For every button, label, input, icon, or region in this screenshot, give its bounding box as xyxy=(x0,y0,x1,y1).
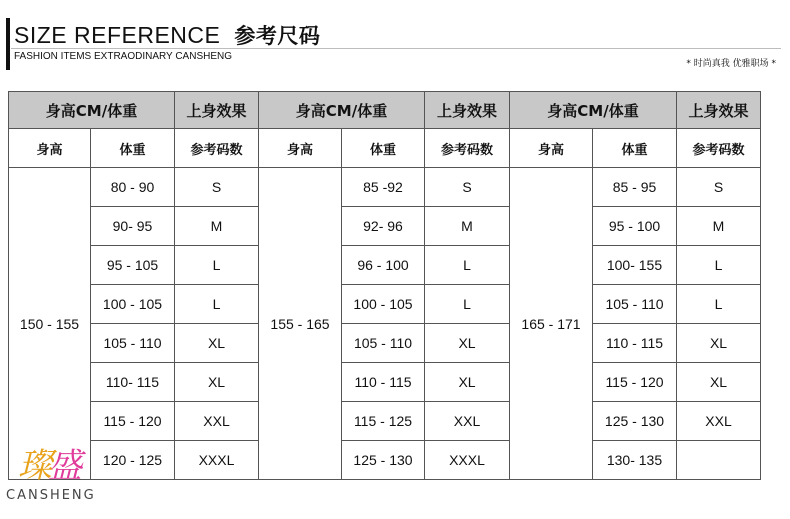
col-size-1: 参考码数 xyxy=(175,129,259,168)
col-height-2: 身高 xyxy=(259,129,342,168)
size-cell: L xyxy=(677,246,761,285)
weight-cell: 115 - 125 xyxy=(342,402,425,441)
header-height-weight-1: 身高CM/体重 xyxy=(9,92,175,129)
weight-cell: 115 - 120 xyxy=(91,402,175,441)
size-cell: S xyxy=(175,168,259,207)
weight-cell: 125 - 130 xyxy=(342,441,425,480)
table-row xyxy=(9,285,761,324)
col-weight-3: 体重 xyxy=(593,129,677,168)
size-cell: M xyxy=(677,207,761,246)
weight-cell: 110- 115 xyxy=(91,363,175,402)
weight-cell: 85 -92 xyxy=(342,168,425,207)
logo-cn xyxy=(18,438,78,487)
logo-en: CANSHENG xyxy=(6,488,96,503)
weight-cell: 95 - 105 xyxy=(91,246,175,285)
col-size-3: 参考码数 xyxy=(677,129,761,168)
weight-cell: 92- 96 xyxy=(342,207,425,246)
table-row xyxy=(9,324,761,363)
weight-cell: 105 - 110 xyxy=(91,324,175,363)
weight-cell: 100 - 105 xyxy=(91,285,175,324)
col-height-3: 身高 xyxy=(510,129,593,168)
weight-cell: 100 - 105 xyxy=(342,285,425,324)
height-range-cell: 155 - 165 xyxy=(259,168,342,480)
title-accent-bar xyxy=(6,18,10,70)
height-range-cell: 165 - 171 xyxy=(510,168,593,480)
size-cell: S xyxy=(425,168,510,207)
weight-cell: 85 - 95 xyxy=(593,168,677,207)
size-cell: XXL xyxy=(677,402,761,441)
table-row xyxy=(9,207,761,246)
header-effect-1: 上身效果 xyxy=(175,92,259,129)
weight-cell: 115 - 120 xyxy=(593,363,677,402)
table-group-header-row xyxy=(9,92,761,129)
page-title xyxy=(14,20,320,50)
size-cell: XXXL xyxy=(425,441,510,480)
size-table xyxy=(8,91,761,480)
col-size-2: 参考码数 xyxy=(425,129,510,168)
brand-logo xyxy=(4,436,122,516)
table-column-header-row xyxy=(9,129,761,168)
weight-cell: 110 - 115 xyxy=(342,363,425,402)
weight-cell: 100- 155 xyxy=(593,246,677,285)
size-cell: M xyxy=(175,207,259,246)
header-effect-2: 上身效果 xyxy=(425,92,510,129)
subtitle: FASHION ITEMS EXTRAODINARY CANSHENG xyxy=(14,51,233,62)
page-header xyxy=(0,0,790,90)
col-height-1: 身高 xyxy=(9,129,91,168)
title-en: SIZE REFERENCE xyxy=(14,22,221,48)
weight-cell: 120 - 125 xyxy=(91,441,175,480)
weight-cell: 110 - 115 xyxy=(593,324,677,363)
size-cell: XL xyxy=(677,363,761,402)
size-cell: XL xyxy=(677,324,761,363)
table-row xyxy=(9,402,761,441)
size-cell: XXL xyxy=(425,402,510,441)
size-cell: M xyxy=(425,207,510,246)
logo-char-2: 盛 xyxy=(48,446,78,486)
size-cell: L xyxy=(425,285,510,324)
size-cell: L xyxy=(677,285,761,324)
size-table-body xyxy=(9,92,761,480)
size-cell: L xyxy=(175,285,259,324)
logo-char-1: 璨 xyxy=(18,446,48,486)
size-cell: L xyxy=(175,246,259,285)
weight-cell: 125 - 130 xyxy=(593,402,677,441)
table-row xyxy=(9,363,761,402)
weight-cell: 80 - 90 xyxy=(91,168,175,207)
size-cell: XL xyxy=(175,363,259,402)
size-cell: XL xyxy=(175,324,259,363)
size-cell: XXXL xyxy=(175,441,259,480)
title-cn: 参考尺码 xyxy=(234,24,321,48)
height-range-cell: 150 - 155 xyxy=(9,168,91,480)
title-divider xyxy=(11,48,781,49)
weight-cell: 90- 95 xyxy=(91,207,175,246)
size-cell: XXL xyxy=(175,402,259,441)
header-height-weight-3: 身高CM/体重 xyxy=(510,92,677,129)
size-cell: XL xyxy=(425,363,510,402)
table-row xyxy=(9,246,761,285)
slogan: * 时尚真我 优雅职场 * xyxy=(686,59,776,69)
table-row xyxy=(9,168,761,207)
size-cell: XL xyxy=(425,324,510,363)
weight-cell: 130- 135 xyxy=(593,441,677,480)
weight-cell: 96 - 100 xyxy=(342,246,425,285)
col-weight-1: 体重 xyxy=(91,129,175,168)
size-cell: S xyxy=(677,168,761,207)
weight-cell: 105 - 110 xyxy=(342,324,425,363)
weight-cell: 95 - 100 xyxy=(593,207,677,246)
size-cell xyxy=(677,441,761,480)
header-effect-3: 上身效果 xyxy=(677,92,761,129)
weight-cell: 105 - 110 xyxy=(593,285,677,324)
header-height-weight-2: 身高CM/体重 xyxy=(259,92,425,129)
size-cell: L xyxy=(425,246,510,285)
col-weight-2: 体重 xyxy=(342,129,425,168)
